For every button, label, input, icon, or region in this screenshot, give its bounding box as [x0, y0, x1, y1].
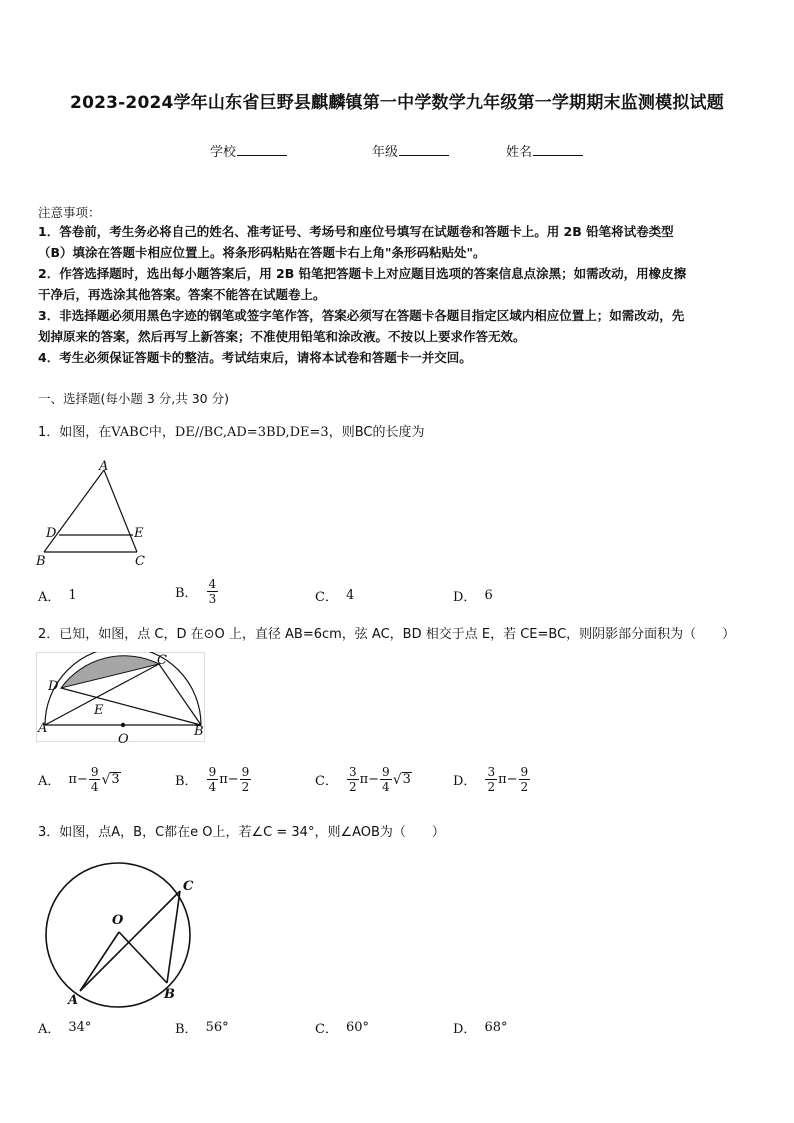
grade-field	[372, 141, 449, 160]
school-label: 学校	[210, 145, 237, 160]
q1-option-b[interactable]	[175, 577, 219, 606]
q3-option-d[interactable]	[453, 1018, 507, 1037]
notice-line: 干净后，再选涂其他答案。答案不能答在试题卷上。	[38, 287, 326, 302]
notice-line: 划掉原来的答案，然后再写上新答案；不准使用铅笔和涂改液。不按以上要求作答无效。	[38, 329, 526, 344]
q1-label-e: E	[134, 526, 144, 541]
q3-label-a: A	[68, 993, 79, 1008]
denominator: 4	[382, 780, 390, 794]
option-value: 4	[345, 588, 355, 603]
option-letter: B．	[175, 774, 198, 789]
minus-sign: −	[227, 772, 239, 787]
q1-label-c: C	[135, 554, 145, 569]
option-letter: B．	[175, 586, 198, 601]
question-3-text: 3．如图，点A，B，C都在e O上，若∠C = 34°，则∠AOB为（ ）	[38, 825, 445, 840]
fraction	[519, 765, 531, 794]
q3-option-a[interactable]	[38, 1018, 91, 1037]
q3-label-b: B	[164, 987, 175, 1002]
grade-blank[interactable]	[399, 144, 449, 156]
minus-sign: −	[76, 772, 88, 787]
numerator: 9	[241, 765, 250, 779]
pi-symbol: π	[359, 772, 369, 787]
denominator: 4	[90, 780, 99, 794]
square-root	[393, 772, 412, 788]
denominator: 2	[348, 780, 357, 794]
name-label: 姓名	[506, 145, 533, 160]
q2-options	[38, 765, 758, 805]
fraction	[485, 765, 497, 794]
q2-label-d: D	[48, 679, 59, 694]
q2-center-point	[121, 723, 125, 727]
fraction	[207, 765, 219, 794]
fraction	[347, 765, 359, 794]
option-letter: A．	[38, 774, 61, 789]
q3-options	[38, 1018, 758, 1058]
q3-circle	[46, 863, 190, 1007]
fraction	[380, 765, 392, 794]
q2-option-a[interactable]	[38, 765, 121, 794]
q2-option-d[interactable]	[453, 765, 531, 794]
option-letter: C．	[315, 590, 338, 605]
denominator: 3	[208, 592, 217, 606]
q2-option-b[interactable]	[175, 765, 252, 794]
q3-chord-bc	[167, 891, 180, 983]
pi-symbol: π	[498, 772, 507, 787]
pi-symbol: π	[219, 772, 228, 787]
notice-line: （B）填涂在答题卡相应位置上。将条形码粘贴在答题卡右上角"条形码粘贴处"。	[38, 245, 486, 260]
option-value: 34°	[68, 1020, 92, 1035]
option-value: 60°	[345, 1020, 369, 1035]
option-letter: D．	[453, 774, 477, 789]
radical-icon: √	[392, 771, 402, 788]
question-1-text	[38, 421, 424, 440]
notice-line: 1．答卷前，考生务必将自己的姓名、准考证号、考场号和座位号填写在试题卷和答题卡上。用 2B 铅笔将试卷类型	[38, 224, 674, 239]
q1-prefix: 1．如图，在	[38, 425, 112, 440]
notice-list	[38, 221, 758, 368]
option-letter: D．	[453, 590, 477, 605]
radicand: 3	[402, 771, 411, 787]
numerator: 3	[487, 765, 496, 779]
pi-symbol: π	[68, 772, 77, 787]
school-field	[210, 141, 287, 160]
q3-radius-ob	[119, 932, 167, 983]
denominator: 2	[520, 780, 529, 794]
denominator: 2	[241, 780, 250, 794]
minus-sign: −	[368, 772, 380, 787]
q3-option-c[interactable]	[315, 1018, 369, 1037]
q3-label-o: O	[112, 913, 124, 928]
option-letter: B．	[175, 1022, 198, 1037]
q3-option-b[interactable]	[175, 1018, 229, 1037]
option-letter: A．	[38, 1022, 61, 1037]
notice-line: 3．非选择题必须用黑色字迹的钢笔或签字笔作答，答案必须写在答题卡各题目指定区域内相应位置上；如需改动，先	[38, 308, 685, 323]
option-letter: C．	[315, 1022, 338, 1037]
q2-label-b: B	[194, 724, 204, 739]
exam-title: 2023-2024学年山东省巨野县麒麟镇第一中学数学九年级第一学期期末监测模拟试题	[70, 93, 724, 113]
q2-option-c[interactable]	[315, 765, 412, 794]
school-blank[interactable]	[237, 144, 287, 156]
square-root	[101, 772, 120, 788]
radical-icon: √	[101, 771, 111, 788]
option-letter: D．	[453, 1022, 477, 1037]
section-heading: 一、选择题(每小题 3 分,共 30 分)	[38, 391, 229, 406]
q2-semicircle-figure	[36, 652, 208, 748]
numerator: 9	[90, 765, 99, 779]
q1-options	[38, 577, 758, 617]
q1-option-c[interactable]	[315, 586, 354, 605]
denominator: 2	[487, 780, 496, 794]
q2-label-c: C	[157, 653, 167, 668]
fraction	[207, 577, 219, 606]
notice-line: 4．考生必须保证答题卡的整洁。考试结束后，请将本试卷和答题卡一并交回。	[38, 350, 472, 365]
numerator: 9	[520, 765, 529, 779]
grade-label: 年级	[372, 145, 399, 160]
numerator: 9	[382, 765, 390, 779]
notice-heading: 注意事项：	[38, 205, 101, 220]
q2-label-o: O	[118, 732, 129, 747]
q1-label-d: D	[46, 526, 57, 541]
fraction	[240, 765, 252, 794]
option-letter: A．	[38, 590, 61, 605]
q1-option-a[interactable]	[38, 586, 77, 605]
option-value: 56°	[205, 1020, 229, 1035]
question-2-text: 2．已知，如图，点 C，D 在⊙O 上，直径 AB=6cm，弦 AC，BD 相交于点 E，若 CE=BC，则阴影部分面积为（ ）	[38, 627, 736, 642]
q3-radius-oa	[80, 932, 119, 991]
q1-side-ac	[104, 470, 137, 552]
q1-suffix: ，则BC的长度为	[328, 425, 425, 440]
q1-label-a: A	[99, 459, 109, 474]
fraction	[89, 765, 101, 794]
q3-label-c: C	[183, 879, 194, 894]
numerator: 9	[208, 765, 217, 779]
q1-label-b: B	[36, 554, 46, 569]
numerator: 4	[208, 577, 217, 591]
numerator: 3	[348, 765, 357, 779]
denominator: 4	[208, 780, 217, 794]
q1-option-d[interactable]	[453, 586, 493, 605]
option-value: 6	[484, 588, 493, 603]
option-value: 1	[68, 588, 77, 603]
name-blank[interactable]	[533, 144, 583, 156]
q3-circle-figure	[38, 858, 208, 1008]
notice-line: 2．作答选择题时，选出每小题答案后，用 2B 铅笔把答题卡上对应题目选项的答案信息点涂黑；如需改动，用橡皮擦	[38, 266, 687, 281]
q1-triangle-figure	[30, 455, 160, 573]
q2-label-a: A	[38, 721, 48, 736]
option-letter: C．	[315, 774, 338, 789]
option-value: 68°	[484, 1020, 508, 1035]
minus-sign: −	[506, 772, 518, 787]
q3-chord-ac	[80, 891, 180, 991]
q2-label-e: E	[94, 703, 104, 718]
name-field	[506, 141, 583, 160]
radicand: 3	[111, 771, 120, 787]
q1-condition: VABC中，DE//BC,AD=3BD,DE=3	[111, 425, 329, 440]
